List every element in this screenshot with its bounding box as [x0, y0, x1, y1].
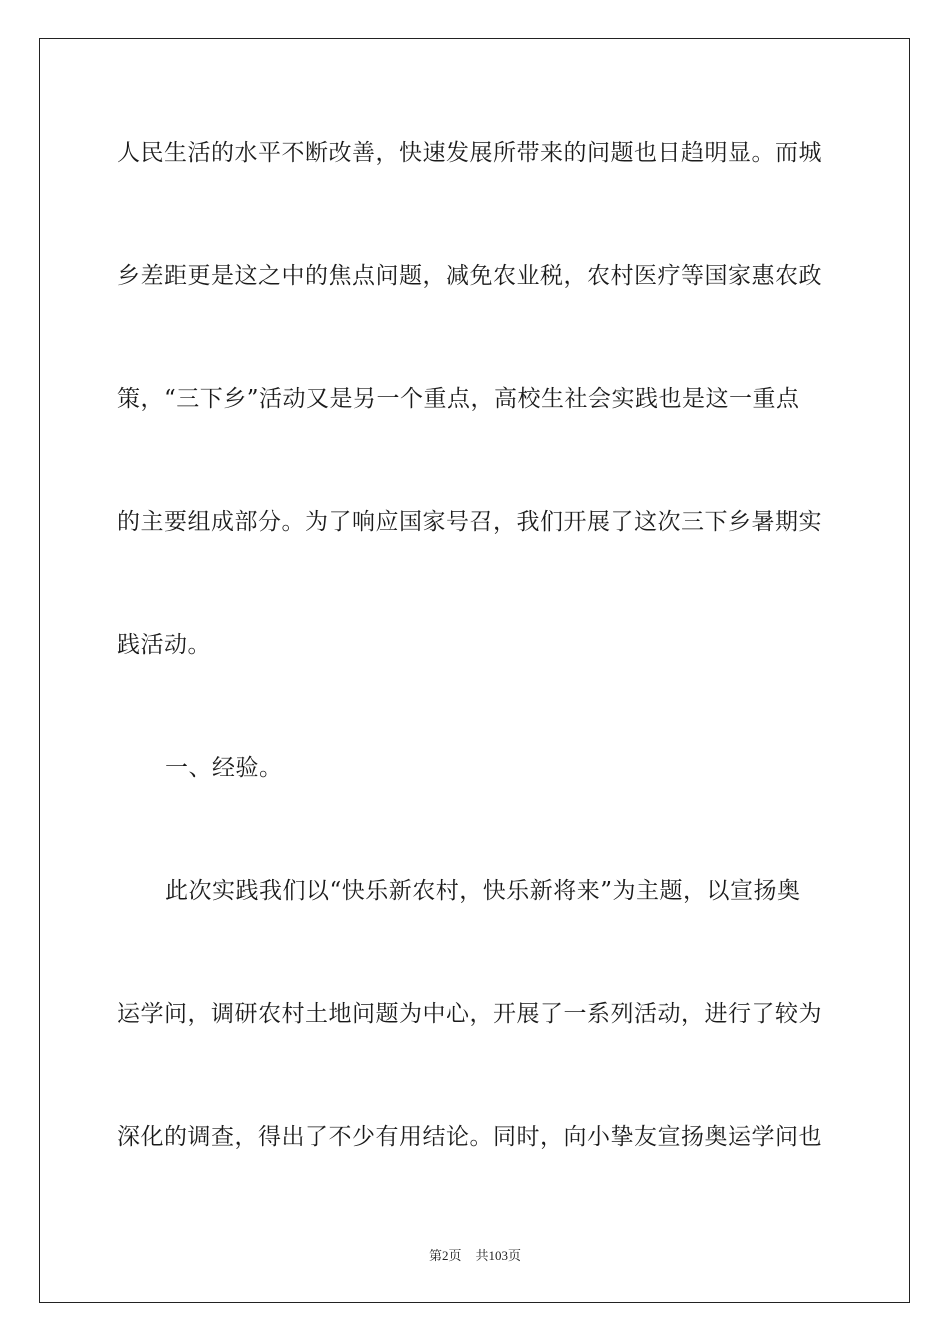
section-heading: 一、经验。: [165, 755, 283, 781]
page-footer: [0, 1247, 950, 1265]
text-line: 的主要组成部分。为了响应国家号召，我们开展了这次三下乡暑期实: [117, 509, 822, 535]
text-line: 此次实践我们以“快乐新农村，快乐新将来”为主题，以宣扬奥: [165, 878, 801, 904]
text-line: 践活动。: [117, 632, 211, 658]
current-page-number: 第2页: [428, 1248, 462, 1263]
text-line: 人民生活的水平不断改善，快速发展所带来的问题也日趋明显。而城: [117, 140, 822, 166]
text-line: 乡差距更是这之中的焦点问题，减免农业税，农村医疗等国家惠农政: [117, 263, 822, 289]
total-page-count: 共103页: [475, 1248, 522, 1263]
text-line: 运学问，调研农村土地问题为中心，开展了一系列活动，进行了较为: [117, 1001, 822, 1027]
page-frame: [39, 38, 910, 1303]
text-line: 策，“三下乡”活动又是另一个重点，高校生社会实践也是这一重点: [117, 386, 800, 412]
text-line: 深化的调查，得出了不少有用结论。同时，向小挚友宣扬奥运学问也: [117, 1124, 822, 1150]
